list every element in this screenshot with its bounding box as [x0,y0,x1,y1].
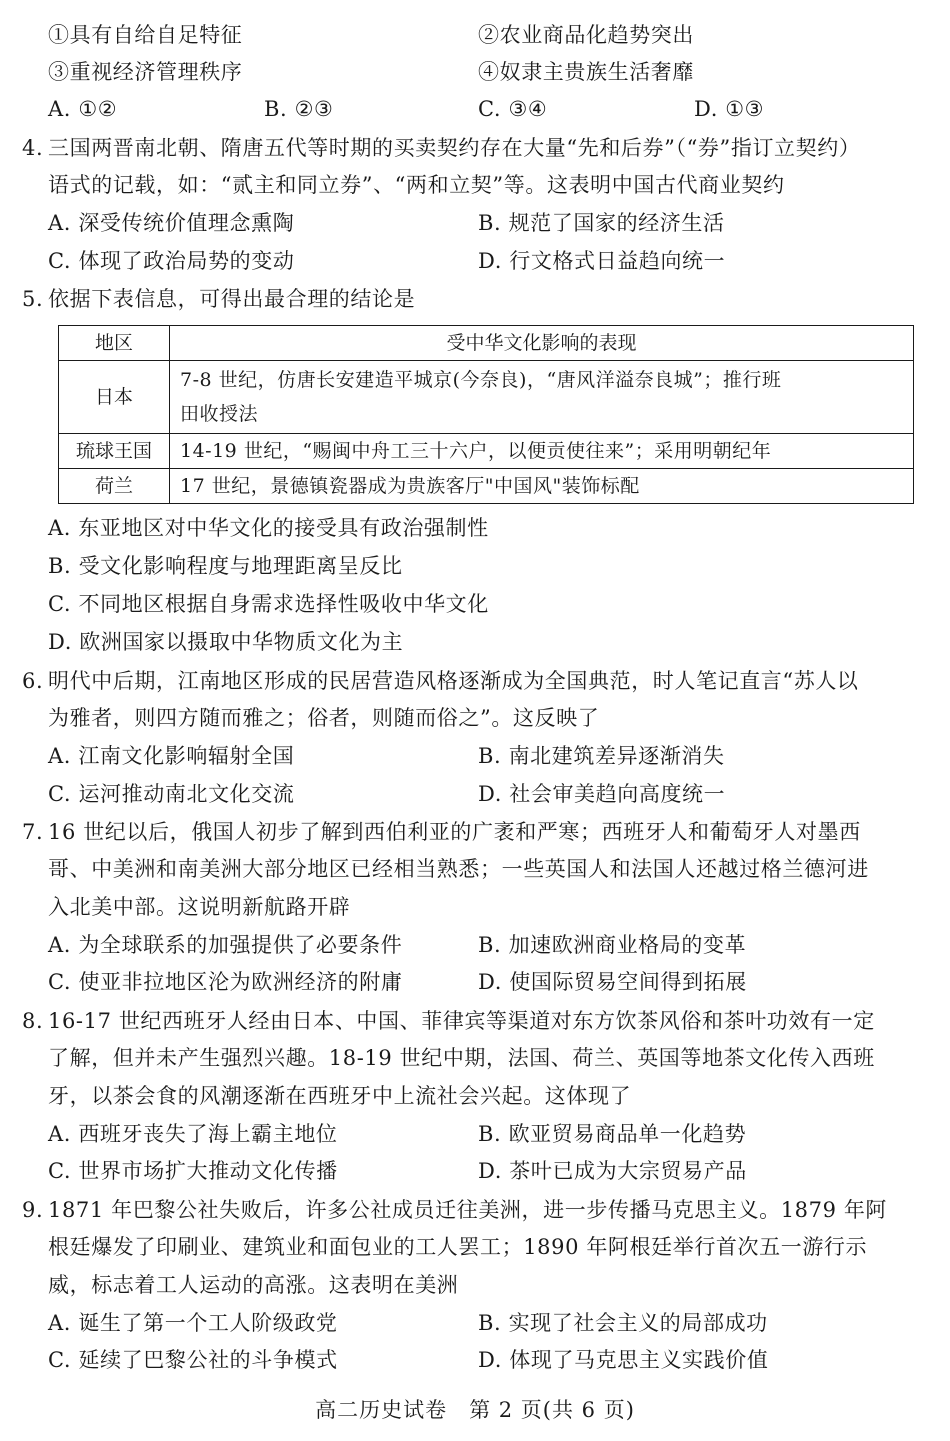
q5-option-a-row [0,509,950,547]
q4-stem-text2: 语式的记载，如：“贰主和同立券”、“两和立契”等。这表明中国古代商业契约 [48,173,785,197]
q6-stem-text2: 为雅者，则四方随而雅之；俗者，则随而俗之”。这反映了 [48,706,600,730]
q6-stem-text1: 明代中后期，江南地区形成的民居营造风格逐渐成为全国典范，时人笔记直言“苏人以 [48,669,859,693]
q9-stem-line2 [0,1228,950,1266]
q7-stem-text2: 哥、中美洲和南美洲大部分地区已经相当熟悉；一些英国人和法国人还越过格兰德河进 [48,857,869,881]
q8-stem-text2: 了解，但并未产生强烈兴趣。18-19 世纪中期，法国、荷兰、英国等地茶文化传入西班 [48,1046,875,1070]
q9-option-b: B. 实现了社会主义的局部成功 [478,1311,768,1335]
q7-stem-text3: 入北美中部。这说明新航路开辟 [48,895,351,919]
table-row [59,361,914,434]
table-cell-description: 14-19 世纪，“赐闽中舟工三十六户，以便贡使往来”；采用明朝纪年 [170,434,914,469]
q5-option-b: B. 受文化影响程度与地理距离呈反比 [48,554,403,578]
q7-stem-line3 [0,888,950,926]
table-header-description: 受中华文化影响的表现 [170,326,914,361]
q4-option-c: C. 体现了政治局势的变动 [48,249,295,273]
q7-option-c: C. 使亚非拉地区沦为欧洲经济的附庸 [48,970,403,994]
q5-option-b-row [0,547,950,585]
table-row [59,434,914,469]
q5-number: 5. [22,287,44,311]
table-row [59,469,914,504]
table-cell-region: 荷兰 [59,469,170,504]
q9-options-row2 [0,1341,950,1379]
q7-option-a: A. 为全球联系的加强提供了必要条件 [48,933,403,957]
q6-option-d: D. 社会审美趋向高度统一 [478,782,726,806]
q8-options-row2 [0,1152,950,1190]
q6-number: 6. [22,669,44,693]
q8-number: 8. [22,1009,44,1033]
q7-stem-line1 [0,813,950,851]
q5-option-c-row [0,585,950,623]
table-cell-description: 17 世纪，景德镇瓷器成为贵族客厅"中国风"装饰标配 [170,469,914,504]
table-cell-text: 田收授法 [180,403,259,425]
q9-options-row1 [0,1304,950,1342]
q8-stem-text1: 16-17 世纪西班牙人经由日本、中国、菲律宾等渠道对东方饮茶风俗和茶叶功效有一定 [48,1009,875,1033]
table-cell-region: 日本 [59,361,170,434]
q4-options-row2 [0,242,950,280]
q9-stem-text2: 根廷爆发了印刷业、建筑业和面包业的工人罢工；1890 年阿根廷举行首次五一游行示 [48,1235,868,1259]
table-cell-description [170,361,914,434]
q5-stem-line1 [0,280,950,318]
q8-option-a: A. 西班牙丧失了海上霸主地位 [48,1122,338,1146]
q8-option-b: B. 欧亚贸易商品单一化趋势 [478,1122,747,1146]
q4-option-b: B. 规范了国家的经济生活 [478,211,725,235]
q6-options-row1 [0,737,950,775]
q5-option-d-row [0,623,950,661]
q6-stem-line1 [0,662,950,700]
table-cell-text: 7-8 世纪，仿唐长安建造平城京(今奈良)，“唐风洋溢奈良城”；推行班 [180,369,782,391]
q8-stem-line1 [0,1002,950,1040]
q7-stem-text1: 16 世纪以后，俄国人初步了解到西伯利亚的广袤和严寒；西班牙人和葡萄牙人对墨西 [48,820,861,844]
q3-statement-3: ③重视经济管理秩序 [48,60,243,84]
q7-stem-line2 [0,850,950,888]
q9-number: 9. [22,1198,44,1222]
q9-option-d: D. 体现了马克思主义实践价值 [478,1348,769,1372]
q7-options-row1 [0,926,950,964]
q9-stem-line3 [0,1266,950,1304]
q3-statements-row1 [0,16,950,54]
q3-statements-row2 [0,53,950,91]
q7-option-d: D. 使国际贸易空间得到拓展 [478,970,747,994]
q3-statement-2: ②农业商品化趋势突出 [478,23,694,47]
q4-stem-text1: 三国两晋南北朝、隋唐五代等时期的买卖契约存在大量“先和后券”（“券”指订立契约） [48,136,861,160]
q7-option-b: B. 加速欧洲商业格局的变革 [478,933,747,957]
q5-stem-text1: 依据下表信息，可得出最合理的结论是 [48,287,416,311]
q4-option-d: D. 行文格式日益趋向统一 [478,249,726,273]
q6-option-c: C. 运河推动南北文化交流 [48,782,295,806]
q3-option-b: B. ②③ [264,97,334,121]
table-header-region: 地区 [59,326,170,361]
page-footer: 高二历史试卷 第 2 页(共 6 页) [315,1398,635,1422]
q6-option-b: B. 南北建筑差异逐渐消失 [478,744,725,768]
table-header-row [59,326,914,361]
q7-options-row2 [0,963,950,1001]
q9-option-a: A. 诞生了第一个工人阶级政党 [48,1311,338,1335]
q5-option-c: C. 不同地区根据自身需求选择性吸收中华文化 [48,592,489,616]
q3-statement-4: ④奴隶主贵族生活奢靡 [478,60,694,84]
q4-number: 4. [22,136,44,160]
q5-option-d: D. 欧洲国家以摄取中华物质文化为主 [48,630,404,654]
q9-stem-text1: 1871 年巴黎公社失败后，许多公社成员迁往美洲，进一步传播马克思主义。1879 年阿 [48,1198,888,1222]
q5-option-a: A. 东亚地区对中华文化的接受具有政治强制性 [48,516,489,540]
q4-options-row1 [0,204,950,242]
q9-stem-text3: 威，标志着工人运动的高涨。这表明在美洲 [48,1273,459,1297]
q5-info-table [58,325,914,504]
q4-option-a: A. 深受传统价值理念熏陶 [48,211,295,235]
q3-option-c: C. ③④ [478,97,548,121]
q3-statement-1: ①具有自给自足特征 [48,23,243,47]
q4-stem-line2 [0,166,950,204]
q6-option-a: A. 江南文化影响辐射全国 [48,744,295,768]
q8-options-row1 [0,1115,950,1153]
q8-option-d: D. 茶叶已成为大宗贸易产品 [478,1159,747,1183]
q8-option-c: C. 世界市场扩大推动文化传播 [48,1159,338,1183]
q3-choices [0,90,950,128]
q4-stem-line1 [0,129,950,167]
q6-stem-line2 [0,699,950,737]
q8-stem-line3 [0,1077,950,1115]
q8-stem-line2 [0,1039,950,1077]
q7-number: 7. [22,820,44,844]
q3-option-d: D. ①③ [694,97,765,121]
q3-option-a: A. ①② [48,97,118,121]
q6-options-row2 [0,775,950,813]
q9-option-c: C. 延续了巴黎公社的斗争模式 [48,1348,338,1372]
q8-stem-text3: 牙，以茶会食的风潮逐渐在西班牙中上流社会兴起。这体现了 [48,1084,632,1108]
q9-stem-line1 [0,1191,950,1229]
table-cell-region: 琉球王国 [59,434,170,469]
